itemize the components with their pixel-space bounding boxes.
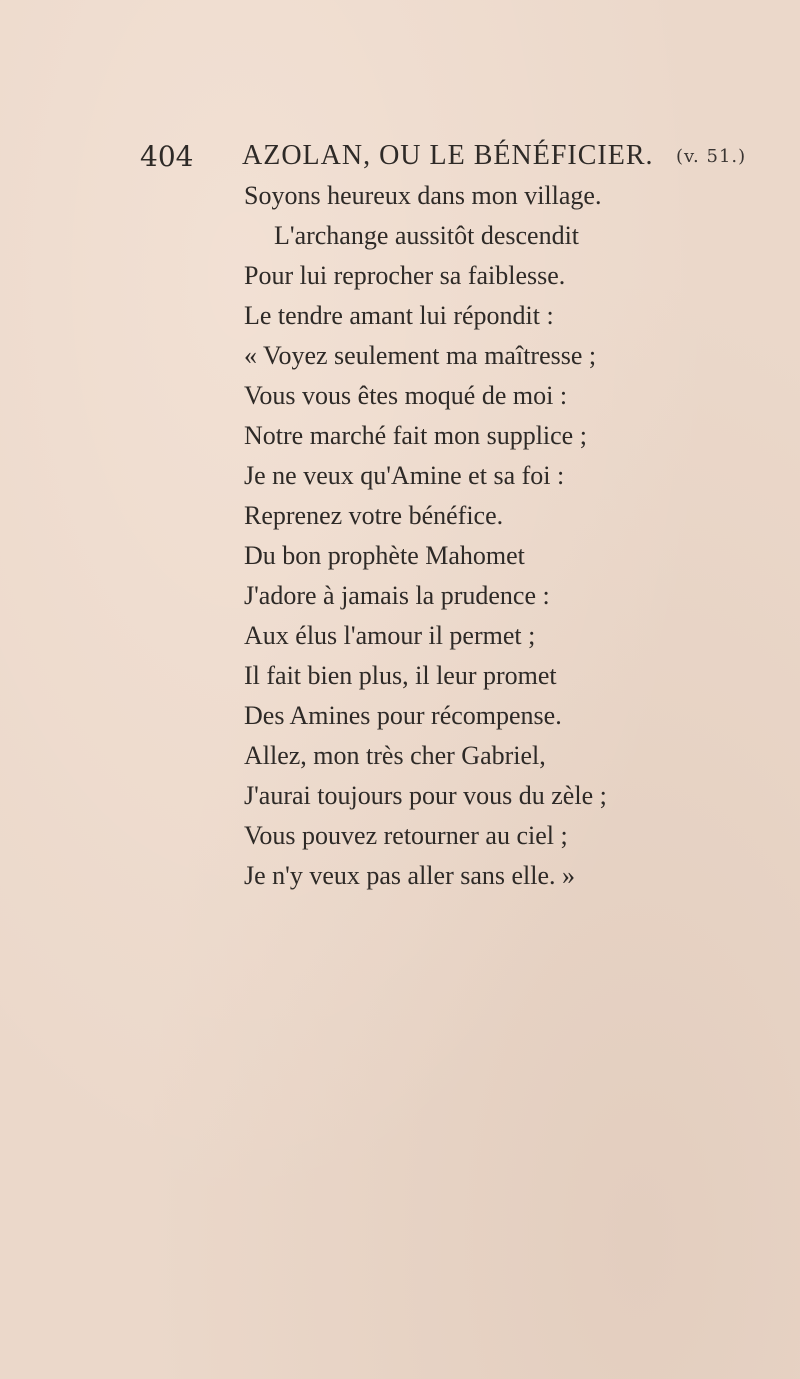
poem-line: Vous pouvez retourner au ciel ; — [244, 821, 568, 850]
poem-line: Aux élus l'amour il permet ; — [244, 621, 536, 650]
poem-line: Le tendre amant lui répondit : — [244, 301, 554, 330]
poem-line: J'aurai toujours pour vous du zèle ; — [244, 781, 607, 810]
poem-line: Reprenez votre bénéfice. — [244, 501, 504, 530]
poem-line: Vous vous êtes moqué de moi : — [244, 381, 568, 410]
poem-line: « Voyez seulement ma maîtresse ; — [244, 341, 597, 370]
poem-line: Soyons heureux dans mon village. — [244, 181, 602, 210]
verse-reference: (v. 51.) — [676, 146, 747, 167]
poem-line: Allez, mon très cher Gabriel, — [244, 741, 546, 770]
poem-line: Je n'y veux pas aller sans elle. » — [244, 861, 576, 890]
poem-line: J'adore à jamais la prudence : — [244, 581, 550, 610]
poem-text — [244, 176, 764, 896]
poem-line: Des Amines pour récompense. — [244, 701, 562, 730]
poem-line: Il fait bien plus, il leur promet — [244, 661, 557, 690]
poem-line: Pour lui reprocher sa faiblesse. — [244, 261, 566, 290]
poem-line: Notre marché fait mon supplice ; — [244, 421, 587, 450]
poem-line: L'archange aussitôt descendit — [274, 221, 580, 250]
page-number: 404 — [140, 140, 194, 173]
running-title: AZOLAN, OU LE BÉNÉFICIER. — [242, 140, 654, 171]
poem-line: Je ne veux qu'Amine et sa foi : — [244, 461, 565, 490]
poem-line: Du bon prophète Mahomet — [244, 541, 525, 570]
